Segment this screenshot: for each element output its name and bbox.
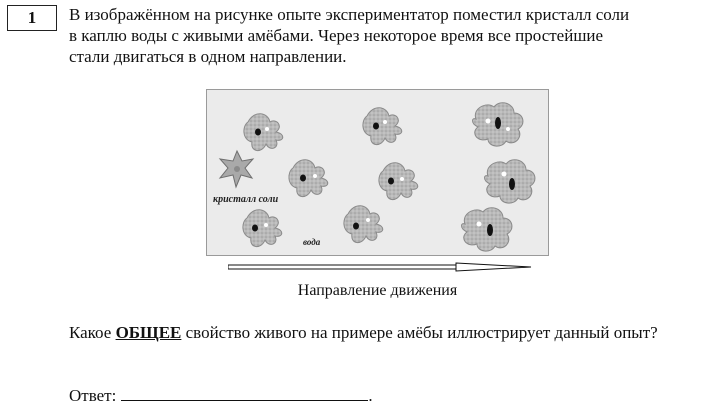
answer-end: . bbox=[368, 386, 373, 405]
amoeba-illustration bbox=[207, 90, 550, 257]
task-text-line: в каплю воды с живыми амёбами. Через некоторое время все простейшие bbox=[69, 26, 604, 45]
question-emphasis: ОБЩЕЕ bbox=[115, 323, 182, 342]
amoeba-icon bbox=[485, 160, 535, 203]
question-part: Какое bbox=[69, 323, 116, 342]
amoeba-icon bbox=[363, 108, 402, 145]
direction-caption: Направление движения bbox=[297, 282, 458, 299]
amoeba-icon bbox=[244, 114, 283, 151]
amoeba-icon bbox=[462, 208, 512, 251]
direction-arrow-icon bbox=[228, 262, 533, 272]
task-text-line: стали двигаться в одном направлении. bbox=[69, 47, 347, 66]
amoeba-icon bbox=[344, 206, 383, 243]
amoeba-icon bbox=[379, 163, 418, 200]
amoeba-icon bbox=[289, 160, 328, 197]
task-text-line: В изображённом на рисунке опыте экспериментатор поместил кристалл соли bbox=[69, 5, 630, 24]
salt-crystal-label: кристалл соли bbox=[213, 194, 279, 205]
question-text bbox=[69, 322, 686, 343]
question-number: 1 bbox=[7, 5, 57, 31]
question-part: свойство живого на примере амёбы иллюстрирует данный опыт? bbox=[181, 323, 658, 342]
task-text bbox=[69, 4, 686, 67]
water-label: вода bbox=[303, 237, 321, 247]
amoeba-icon bbox=[473, 103, 523, 146]
answer-field[interactable] bbox=[121, 386, 368, 401]
answer-row bbox=[69, 385, 373, 406]
answer-label: Ответ: bbox=[69, 386, 117, 405]
amoeba-icon bbox=[243, 210, 282, 247]
experiment-figure bbox=[206, 89, 549, 256]
